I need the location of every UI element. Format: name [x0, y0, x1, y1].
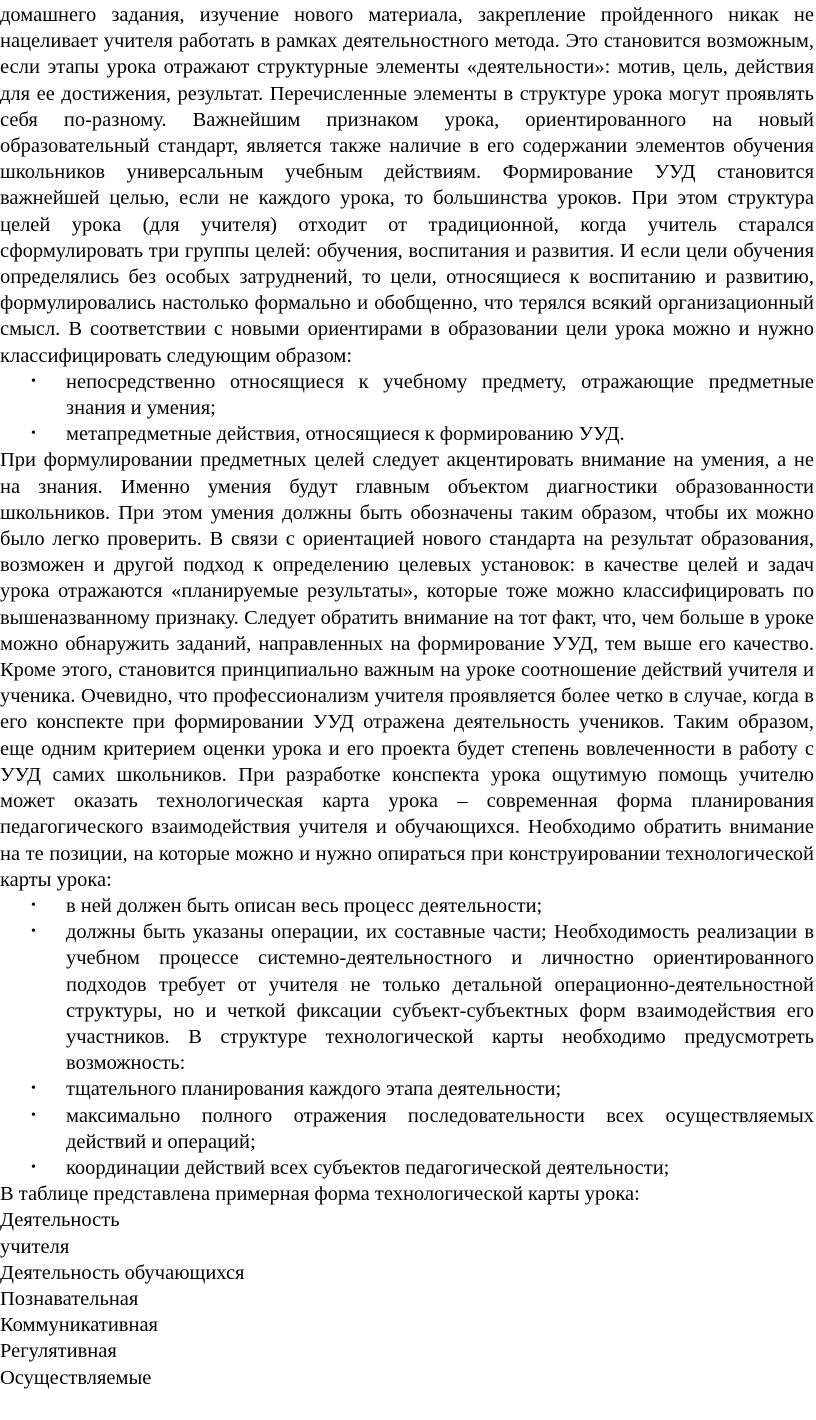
table-line-teacher-activity-2: учителя: [0, 1235, 70, 1258]
paragraph-table-intro: В таблице представлена примерная форма технологической карты урока:: [0, 1183, 640, 1206]
table-line-students-activity: Деятельность обучающихся: [0, 1261, 245, 1284]
technological-map-positions-list: [0, 893, 814, 1181]
list-item: [0, 369, 814, 421]
paragraph-lesson-structure: домашнего задания, изучение нового материала, закрепление пройденного никак не нацеливает учителя работать в рамках деятельностного метода. Это становится возможным, если этапы урока отражают структурные элементы «деятельности»: мотив, цель, действия для ее достижения, результат. Перечисленные элементы в структуре урока могут проявлять себя по-разному. Важнейшим признаком урока, ориентированного на новый образовательный стандарт, является также наличие в его содержании элементов обучения школьников универсальным учебным действиям. Формирование УУД становится важнейшей целью, если не каждого урока, то большинства уроков. При этом структура целей урока (для учителя) отходит от традиционной, когда учитель старался сформулировать три группы целей: обучения, воспитания и развития. И если цели обучения определялись без особых затруднений, то цели, относящиеся к воспитанию и развитию, формулировались настолько формально и обобщенно, что терялся всякий организационный смысл. В соответствии с новыми ориентирами в образовании цели урока можно и нужно классифицировать следующим образом:: [0, 4, 814, 367]
table-line-regulatory: Регулятивная: [0, 1340, 117, 1363]
bullet-icon: •: [31, 1081, 36, 1097]
list-item: [0, 1076, 814, 1102]
bullet-icon: •: [31, 1159, 36, 1175]
list-item: [0, 1155, 814, 1181]
bullet-icon: •: [31, 924, 36, 940]
list-item: [0, 893, 814, 919]
list-item-text: максимально полного отражения последовательности всех осуществляемых действий и операций;: [66, 1104, 814, 1153]
bullet-icon: •: [31, 1107, 36, 1123]
list-item: [0, 1103, 814, 1155]
bullet-icon: •: [31, 373, 36, 389]
bullet-icon: •: [31, 897, 36, 913]
table-line-cognitive: Познавательная: [0, 1287, 139, 1310]
table-line-performed: Осуществляемые: [0, 1366, 152, 1389]
table-line-communicative: Коммуникативная: [0, 1314, 158, 1337]
list-item-text: должны быть указаны операции, их составные части; Необходимость реализации в учебном процессе системно-деятельностного и личностно ориентированного подходов требует от учителя не только детальной операционно-деятельностной структуры, но и четкой фиксации субъект-субъектных форм взаимодействия его участников. В структуре технологической карты необходимо предусмотреть возможность:: [66, 921, 814, 1075]
list-item-text: метапредметные действия, относящиеся к формированию УУД.: [66, 423, 625, 446]
list-item-text: непосредственно относящиеся к учебному предмету, отражающие предметные знания и умения;: [66, 370, 814, 420]
list-item: [0, 919, 814, 1076]
table-header-lines: [0, 1207, 814, 1390]
goals-classification-list: [0, 369, 814, 448]
list-item-text: координации действий всех субъектов педагогической деятельности;: [66, 1156, 670, 1179]
paragraph-subject-goals: При формулировании предметных целей следует акцентировать внимание на умения, а не на знания. Именно умения будут главным объектом диагностики образованности школьников. При этом умения должны быть обозначены таким образом, чтобы их можно было легко проверить. В связи с ориентацией нового стандарта на результат образования, возможен и другой подход к определению целевых установок: в качестве целей и задач урока отражаются «планируемые результаты», которые тоже можно классифицировать по вышеназванному признаку. Следует обратить внимание на тот факт, что, чем больше в уроке можно обнаружить заданий, направленных на формирование УУД, тем выше его качество. Кроме этого, становится принципиально важным на уроке соотношение действий учителя и ученика. Очевидно, что профессионализм учителя проявляется более четко в случае, когда в его конспекте при формировании УУД отражена деятельность учеников. Таким образом, еще одним критерием оценки урока и его проекта будет степень вовлеченности в работу с УУД самих школьников. При разработке конспекта урока ощутимую помощь учителю может оказать технологическая карта урока – современная форма планирования педагогического взаимодействия учителя и обучающихся. Необходимо обратить внимание на те позиции, на которые можно и нужно опираться при конструировании технологической карты урока:: [0, 449, 814, 891]
list-item-text: в ней должен быть описан весь процесс деятельности;: [66, 894, 543, 917]
list-item-text: тщательного планирования каждого этапа деятельности;: [66, 1078, 562, 1101]
table-line-teacher-activity-1: Деятельность: [0, 1209, 120, 1232]
list-item: [0, 421, 814, 447]
bullet-icon: •: [31, 426, 36, 442]
